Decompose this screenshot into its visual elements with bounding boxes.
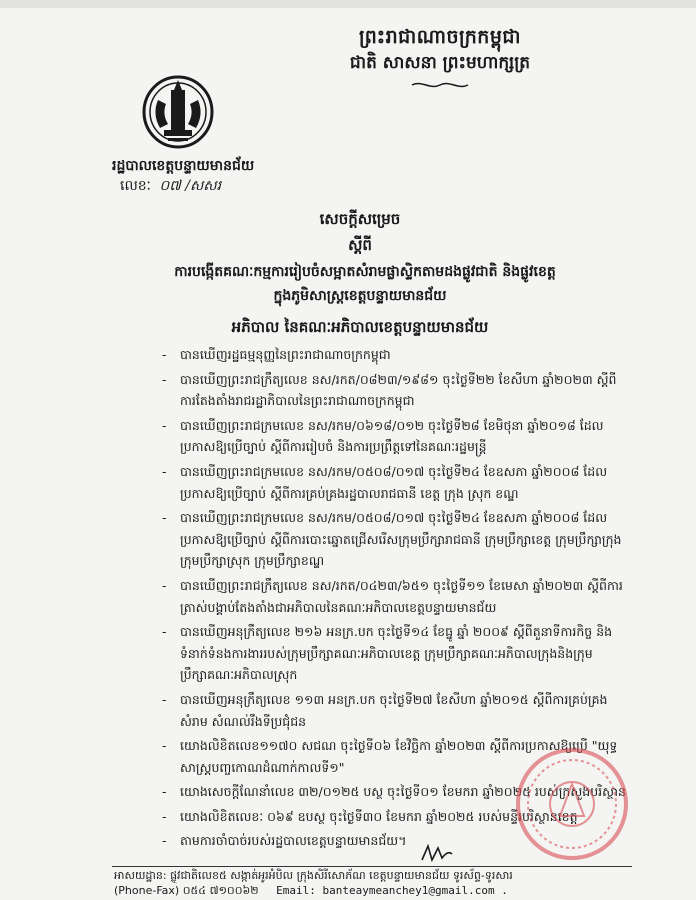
header-ornament <box>410 80 470 90</box>
decision-title: សេចក្តីសម្រេច <box>319 210 401 228</box>
subject-line-1: ការបង្កើតគណៈកម្មការរៀបចំសម្អាតសំរាមផ្លាស្ទិកតាមដងផ្លូវជាតិ និងផ្លូវខេត្ត <box>174 264 556 280</box>
issuer-heading: អភិបាល នៃគណៈអភិបាលខេត្តបន្ទាយមានជ័យ <box>231 318 489 336</box>
phone-fax-label: (Phone-Fax) <box>114 884 180 897</box>
consideration-item: - បានឃើញព្រះរាជក្រឹត្យលេខ នស/រកត/០៤២៣/៦៥១ ចុះថ្ងៃទី១១ ខែមេសា ឆ្នាំ២០២៣ ស្តីពីការត្រាស់បង្គាប់តែងតាំងជាអភិបាលនៃគណៈអភិបាលខេត្តបន្ទាយមានជ័យ <box>162 575 632 618</box>
phone-number: ០៥៤ ៧១០០៦២ <box>182 884 259 897</box>
consideration-item: - បានឃើញព្រះរាជក្រមលេខ នស/រកម/០៦១៨/០១២ ចុះថ្ងៃទី២៨ ខែមិថុនា ឆ្នាំ២០១៨ ដែលប្រកាសឱ្យប្រើច្បាប់ ស្តីពីការរៀបចំ និងការប្រព្រឹត្តទៅនៃគណៈរដ្ឋមន្ត្រី <box>162 415 632 458</box>
national-motto: ជាតិ សាសនា ព្រះមហាក្សត្រ <box>349 53 531 73</box>
letter-number <box>120 176 221 197</box>
consideration-item: - យោងលិខិតលេខ១១៧០ សជណ ចុះថ្ងៃទី០៦ ខែវិច្ឆិកា ឆ្នាំ២០២៣ ស្តីពីការប្រកាសឱ្យប្រើ "យុទ្ធសាស្ត្របញ្ចកោណដំណាក់កាលទី១" <box>162 735 632 778</box>
footer-address: អាសយដ្ឋាន: ផ្លូវជាតិលេខ៥ សង្កាត់អូរអំបិល ក្រុងសិរីសោភ័ណ ខេត្តបន្ទាយមានជ័យ ទូរស័ព្ទ-ទូរសារ <box>114 869 513 882</box>
consideration-item: - បានឃើញព្រះរាជក្រឹត្យលេខ នស/រកត/០៨២៣/១៩៨១ ចុះថ្ងៃទី២២ ខែសីហា ឆ្នាំ២០២៣ ស្តីពីការតែងតាំងរាជរដ្ឋាភិបាលនៃព្រះរាជាណាចក្រកម្ពុជា <box>162 369 632 412</box>
kingdom-name: ព្រះរាជាណាចក្រកម្ពុជា <box>359 26 521 48</box>
letter-number-label: លេខៈ <box>120 178 151 194</box>
official-stamp-icon <box>512 744 632 864</box>
footer <box>114 868 674 898</box>
consideration-item: - បានឃើញអនុក្រឹត្យលេខ ២១៦ អនក្រ.បក ចុះថ្ងៃទី១៤ ខែធ្នូ ឆ្នាំ ២០០៩ ស្តីពីតួនាទីការកិច្ច និងទំនាក់ទំនងការងាររបស់ក្រុមប្រឹក្សាគណៈអភិបាលខេត្ត ក្រុមប្រឹក្សាគណៈអភិបាលក្រុងនិងក្រុមប្រឹក្សាគណៈអភិបាលស្រុក <box>162 621 632 686</box>
subject-line-2: ក្នុងភូមិសាស្ត្រខេត្តបន្ទាយមានជ័យ <box>273 288 447 304</box>
signature-mark-icon <box>420 842 454 864</box>
sender-admin-name: រដ្ឋបាលខេត្តបន្ទាយមានជ័យ <box>112 158 255 174</box>
consideration-item: - បានឃើញព្រះរាជក្រមលេខ នស/រកម/០៥០៨/០១៧ ចុះថ្ងៃទី២៤ ខែឧសភា ឆ្នាំ២០០៨ ដែលប្រកាសឱ្យប្រើច្បាប់ ស្តីពីការបោះឆ្នោតជ្រើសរើសក្រុមប្រឹក្សារាជធានី ក្រុមប្រឹក្សាខេត្ត ក្រុមប្រឹក្សាក្រុង ក្រុមប្រឹក្សាស្រុក ក្រុមប្រឹក្សាខណ្ឌ <box>162 507 632 572</box>
consideration-item: - យោងសេចក្តីណែនាំលេខ ៣២/០១២៥ បស្ថ ចុះថ្ងៃទី០១ ខែមករា ឆ្នាំ២០២៥ របស់ក្រសួងបរិស្ថាន <box>162 781 632 803</box>
consideration-item: - បានឃើញរដ្ឋធម្មនុញ្ញនៃព្រះរាជាណាចក្រកម្ពុជា <box>162 344 632 366</box>
consideration-item: - តាមការចាំបាច់របស់រដ្ឋបាលខេត្តបន្ទាយមានជ័យ។ <box>162 830 632 852</box>
footer-contact <box>114 883 674 898</box>
footer-divider <box>112 866 632 867</box>
royal-emblem-icon <box>140 74 216 150</box>
email-address: Email: banteaymeanchey1@gmail.com . <box>276 884 508 897</box>
consideration-item: - យោងលិខិតលេខៈ ០៦៩ ឧបស្ថ ចុះថ្ងៃទី៣០ ខែមករា ឆ្នាំ២០២៥ របស់មន្ទីរបរិស្ថានខេត្ត <box>162 806 632 828</box>
consideration-item: - បានឃើញអនុក្រឹត្យលេខ ១១៣ អនក្រ.បក ចុះថ្ងៃទី២៧ ខែសីហា ឆ្នាំ២០១៥ ស្តីពីការគ្រប់គ្រងសំរាម សំណល់រឹងទីប្រជុំជន <box>162 689 632 732</box>
letter-number-value: ០៧ /សសរ <box>159 178 222 194</box>
about-label: ស្តីពី <box>348 236 372 254</box>
scan-edge <box>0 0 696 8</box>
kingdom-header <box>220 24 660 90</box>
consideration-item: - បានឃើញព្រះរាជក្រមលេខ នស/រកម/០៥០៨/០១៧ ចុះថ្ងៃទី២៤ ខែឧសភា ឆ្នាំ២០០៨ ដែលប្រកាសឱ្យប្រើច្បាប់ ស្តីពីការគ្រប់គ្រងរដ្ឋបាលរាជធានី ខេត្ត ក្រុង ស្រុក ខណ្ឌ <box>162 461 632 504</box>
